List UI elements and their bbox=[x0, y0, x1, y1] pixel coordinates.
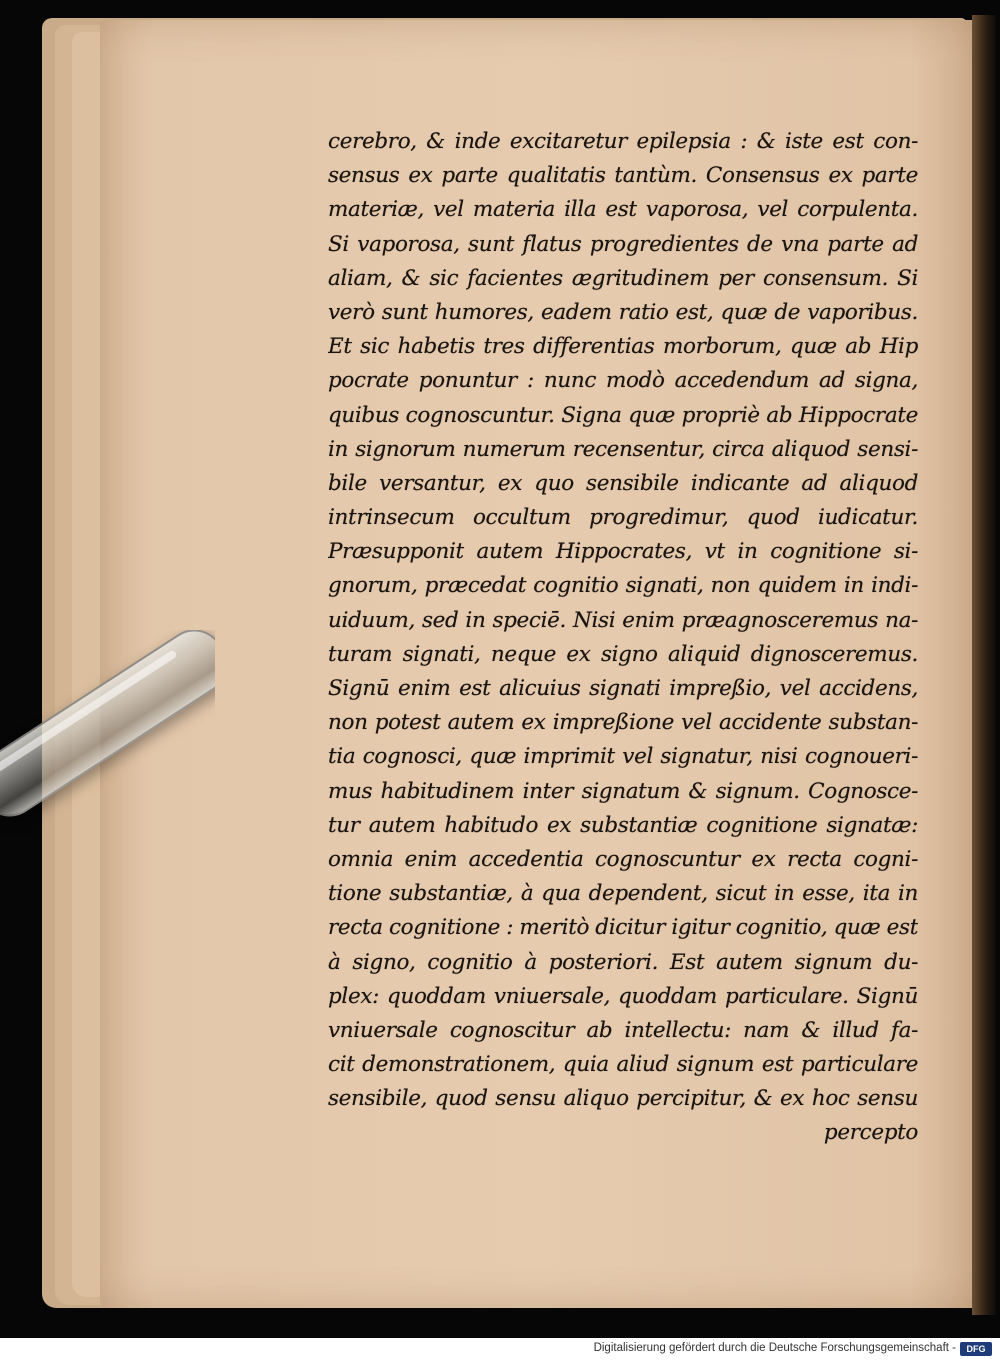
text-line: in signorum numerum recensentur, circa aliquod sensi- bbox=[328, 436, 918, 462]
text-line: Et sic habetis tres differentias morborum, quæ ab Hip bbox=[328, 334, 918, 360]
page-text bbox=[328, 125, 918, 1151]
book-spine bbox=[972, 15, 996, 1315]
text-line: tur autem habitudo ex substantiæ cognitione signatæ: bbox=[328, 812, 918, 838]
text-line: recta cognitione : meritò dicitur igitur cognitio, quæ est bbox=[328, 915, 918, 941]
dfg-logo-icon: DFG bbox=[960, 1342, 992, 1356]
glass-rod bbox=[0, 630, 215, 828]
text-line: verò sunt humores, eadem ratio est, quæ de vaporibus. bbox=[328, 299, 918, 325]
text-line: aliam, & sic facientes ægritudinem per consensum. Si bbox=[328, 265, 918, 291]
text-line: cit demonstrationem, quia aliud signum est particulare bbox=[328, 1052, 918, 1078]
text-line: sensus ex parte qualitatis tantùm. Consensus ex parte bbox=[328, 163, 918, 189]
text-line: quibus cognoscuntur. Signa quæ propriè ab Hippocrate bbox=[328, 402, 918, 428]
text-line: Si vaporosa, sunt flatus progredientes de vna parte ad bbox=[328, 231, 918, 257]
text-line: à signo, cognitio à posteriori. Est autem signum du- bbox=[328, 949, 918, 975]
text-line: vniuersale cognoscitur ab intellectu: nam & illud fa- bbox=[328, 1017, 918, 1043]
text-line: uiduum, sed in speciē. Nisi enim præagnosceremus na- bbox=[328, 607, 918, 633]
text-line: Præsupponit autem Hippocrates, vt in cognitione si- bbox=[328, 539, 918, 565]
text-line: gnorum, præcedat cognitio signati, non quidem in indi- bbox=[328, 573, 918, 599]
glass-page-weight bbox=[0, 630, 215, 850]
text-line: materiæ, vel materia illa est vaporosa, vel corpulenta. bbox=[328, 197, 918, 223]
text-line: sensibile, quod sensu aliquo percipitur, & ex hoc sensu bbox=[328, 1086, 918, 1112]
text-line: bile versantur, ex quo sensibile indicante ad aliquod bbox=[328, 470, 918, 496]
text-line: Signū enim est alicuius signati impreßio, vel accidens, bbox=[328, 676, 918, 701]
digitization-footer bbox=[0, 1338, 1000, 1361]
text-line: omnia enim accedentia cognoscuntur ex recta cogni- bbox=[328, 846, 918, 872]
text-line: intrinsecum occultum progredimur, quod iudicatur. bbox=[328, 505, 918, 531]
text-line: mus habitudinem inter signatum & signum. Cognosce- bbox=[328, 778, 918, 804]
text-line: tione substantiæ, à qua dependent, sicut in esse, ita in bbox=[328, 881, 918, 907]
text-line: turam signati, neque ex signo aliquid dignosceremus. bbox=[328, 641, 918, 667]
text-line: plex: quoddam vniuersale, quoddam particulare. Signū bbox=[328, 983, 918, 1009]
funding-credit: Digitalisierung gefördert durch die Deutsche Forschungsgemeinschaft - bbox=[593, 1342, 956, 1354]
text-line: non potest autem ex impreßione vel accidente substan- bbox=[328, 710, 918, 736]
text-line: cerebro, & inde excitaretur epilepsia : & iste est con- bbox=[328, 129, 918, 154]
text-line: pocrate ponuntur : nunc modò accedendum ad signa, bbox=[328, 368, 918, 394]
catchword: percepto bbox=[823, 1120, 918, 1146]
text-line: tia cognosci, quæ imprimit vel signatur, nisi cognoueri- bbox=[328, 744, 918, 770]
